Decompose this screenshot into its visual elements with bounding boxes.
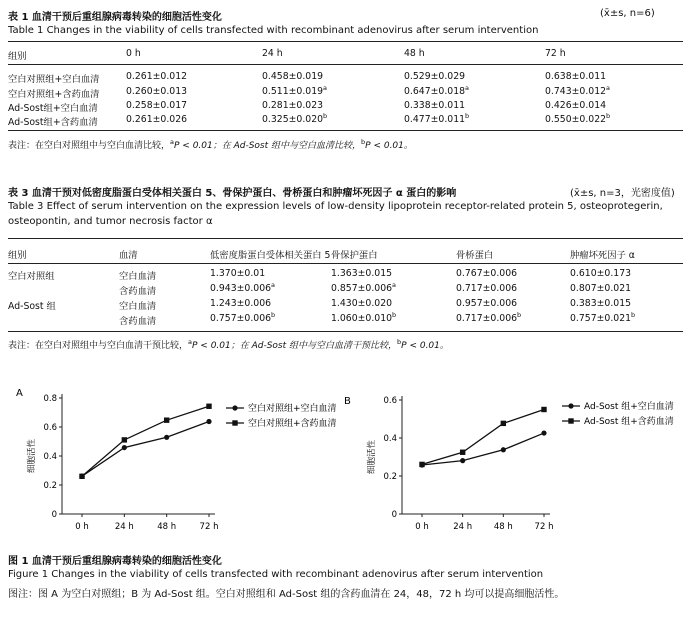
table1-row3-0h-value: 0.261±0.026 <box>126 114 188 125</box>
charta-ytick-label-2: 0.4 <box>43 452 57 462</box>
charta-ytick-label-1: 0.2 <box>43 481 57 491</box>
table1-note-p2: P < 0.01。 <box>365 141 413 151</box>
table1-header-72h: 72 h <box>545 48 566 59</box>
chartb-xtick-label-1: 24 h <box>453 522 473 532</box>
chartb-xtick-label-2: 48 h <box>493 522 513 532</box>
table1-note-p1: P < 0.01；在 Ad-Sost 组中与空白血清比较， <box>174 141 362 151</box>
table3-caption-en-line1: Table 3 Effect of serum intervention on the expression levels of low-density lipoprotein receptor-related protein 5, osteoprotegerin, <box>8 201 663 212</box>
chartb-ytick-label-2: 0.4 <box>383 434 397 444</box>
chartb-legend-1-label: Ad-Sost 组+含药血清 <box>584 417 674 427</box>
table3-row3-opg-value: 1.060±0.010 <box>331 313 393 324</box>
table1-row1-0h-value: 0.260±0.013 <box>126 86 188 97</box>
table3-caption-cn: 表 3 血清干预对低密度脂蛋白受体相关蛋白 5、骨保护蛋白、骨桥蛋白和肿瘤坏死因子 α 蛋白的影响 <box>8 188 457 199</box>
table1-header-48h: 48 h <box>404 48 425 59</box>
table1-row1-72h <box>545 86 610 97</box>
table1-row1-72h-sig: a <box>606 84 611 92</box>
table1-row0-0h <box>126 71 187 82</box>
table3-row0-opn-value: 0.767±0.006 <box>456 268 518 279</box>
table3-row0-serum-value: 空白血清 <box>119 271 157 282</box>
table3-row3-lrp5-sig: b <box>271 311 276 319</box>
table1-row0-48h <box>404 71 465 82</box>
charta-series-1-point-3 <box>206 404 211 409</box>
table3-top-rule <box>8 238 683 239</box>
table3-row0-group <box>8 268 55 282</box>
table3-row1-opn-value: 0.717±0.006 <box>456 283 518 294</box>
table1-row2-48h <box>404 100 465 111</box>
table3-header-serum: 血清 <box>119 250 138 261</box>
charta-ytick-label-0: 0 <box>51 510 57 520</box>
table3-row2-serum-value: 空白血清 <box>119 301 157 312</box>
charta-xtick-label-2: 48 h <box>157 522 177 532</box>
chartb-ylabel: 细胞活性 <box>367 439 377 475</box>
table3-header-group: 组别 <box>8 250 27 261</box>
charta-legend-0-label: 空白对照组+空白血清 <box>248 404 337 414</box>
table3-row3-lrp5 <box>210 313 275 324</box>
table1-bottom-rule <box>8 130 683 131</box>
table3-row3-serum <box>119 313 156 327</box>
table1-row1-24h <box>262 86 327 97</box>
chartb-xtick-label-3: 72 h <box>534 522 554 532</box>
chartb-series-0-point-2 <box>501 447 506 452</box>
chartb-series-0-point-1 <box>460 458 465 463</box>
table3-row0-serum <box>119 268 156 282</box>
table1-header-group: 组别 <box>8 51 27 62</box>
table3-row2-opg-value: 1.430±0.020 <box>331 298 393 309</box>
table1-row1-48h-sig: a <box>465 84 470 92</box>
charta-xtick-label-0: 0 h <box>75 522 89 532</box>
table3-row0-lrp5-value: 1.370±0.01 <box>210 268 266 279</box>
table1-row0-group <box>8 71 99 85</box>
table3-row2-tnf-value: 0.383±0.015 <box>570 298 632 309</box>
figure-caption-cn: 图 1 血清干预后重组腺病毒转染的细胞活性变化 <box>8 556 222 567</box>
table3-row1-opg <box>331 283 396 294</box>
table1-mid-rule <box>8 64 683 65</box>
table1-row0-group-value: 空白对照组+空白血清 <box>8 74 100 85</box>
table1-row2-72h-value: 0.426±0.014 <box>545 100 607 111</box>
table1-row3-72h <box>545 114 610 125</box>
table1-row0-48h-value: 0.529±0.029 <box>404 71 466 82</box>
table3-row1-serum-value: 含药血清 <box>119 286 157 297</box>
table3-row3-tnf-value: 0.757±0.021 <box>570 313 632 324</box>
table1-row2-group-value: Ad-Sost组+空白血清 <box>8 103 98 114</box>
table1-row3-group <box>8 114 98 128</box>
table1-note-pre: 表注：在空白对照组中与空白血清比较， <box>8 141 171 151</box>
table3-row0-opg <box>331 268 392 279</box>
table1-row1-24h-sig: a <box>323 84 328 92</box>
table1-note-sup-a: a <box>170 138 174 146</box>
table3-row2-lrp5 <box>210 298 271 309</box>
chartb-legend-1-marker <box>568 418 573 423</box>
table1-row2-72h <box>545 100 606 111</box>
table3-row3-tnf <box>570 313 635 324</box>
table3-row1-tnf <box>570 283 631 294</box>
table3-row1-opg-value: 0.857±0.006 <box>331 283 393 294</box>
chartb-series-1-line <box>422 410 544 465</box>
table3-row0-tnf-value: 0.610±0.173 <box>570 268 632 279</box>
table3-row1-lrp5-value: 0.943±0.006 <box>210 283 272 294</box>
table1-row3-48h <box>404 114 469 125</box>
chartb-ytick-label-1: 0.2 <box>383 472 397 482</box>
charta-ytick-label-3: 0.6 <box>43 423 57 433</box>
table3-row2-serum <box>119 298 156 312</box>
table3-header-lrp5: 低密度脂蛋白受体相关蛋白 5 <box>210 250 331 261</box>
chartb-legend-0-label: Ad-Sost 组+空白血清 <box>584 402 674 412</box>
charta-ylabel: 细胞活性 <box>27 438 37 474</box>
table3-row1-tnf-value: 0.807±0.021 <box>570 283 632 294</box>
table1-row3-24h <box>262 114 327 125</box>
charta-series-1-line <box>82 406 209 476</box>
table3-caption-en-line2: osteopontin, and tumor necrosis factor α <box>8 216 213 227</box>
charta-xtick-label-3: 72 h <box>199 522 219 532</box>
table1-row3-24h-sig: b <box>323 112 328 120</box>
table1-row0-0h-value: 0.261±0.012 <box>126 71 188 82</box>
table3-row0-opn <box>456 268 517 279</box>
chartb-series-1-point-3 <box>541 407 546 412</box>
table1-row3-0h <box>126 114 187 125</box>
charta-series-1-point-0 <box>79 474 84 479</box>
figure-caption-en: Figure 1 Changes in the viability of cells transfected with recombinant adenovirus after serum intervention <box>8 569 544 580</box>
charta-series-1-point-1 <box>122 437 127 442</box>
figure-caption-note: 图注：图 A 为空白对照组；B 为 Ad-Sost 组。空白对照组和 Ad-Sost 组的含药血清在 24，48，72 h 均可以提高细胞活性。 <box>8 589 565 600</box>
table1-stat-note: (x̄±s, n=6) <box>600 8 655 19</box>
table1-row0-72h <box>545 71 606 82</box>
table3-row3-opg <box>331 313 396 324</box>
table3-row2-group-value: Ad-Sost 组 <box>8 301 56 312</box>
table1-row3-72h-sig: b <box>606 112 611 120</box>
table3-row2-tnf <box>570 298 631 309</box>
table3-row1-lrp5 <box>210 283 275 294</box>
table3-row1-opg-sig: a <box>392 281 397 289</box>
table3-row0-tnf <box>570 268 631 279</box>
table3-header-tnf: 肿瘤坏死因子 α <box>570 250 635 261</box>
table1-header-24h: 24 h <box>262 48 283 59</box>
table1-row2-0h-value: 0.258±0.017 <box>126 100 188 111</box>
table1-note <box>8 138 413 151</box>
table1-row3-72h-value: 0.550±0.022 <box>545 114 607 125</box>
table3-note-p2: P < 0.01。 <box>401 341 449 351</box>
charta-series-1-point-2 <box>164 417 169 422</box>
table3-row3-opn-sig: b <box>517 311 522 319</box>
table1-row1-48h-value: 0.647±0.018 <box>404 86 466 97</box>
table1-row1-72h-value: 0.743±0.012 <box>545 86 607 97</box>
table3-note <box>8 338 449 351</box>
chartb-series-1-point-2 <box>501 421 506 426</box>
table1-row1-group-value: 空白对照组+含药血清 <box>8 89 100 100</box>
table3-header-opn: 骨桥蛋白 <box>456 250 494 261</box>
table3-row2-opg <box>331 298 392 309</box>
table3-row0-opg-value: 1.363±0.015 <box>331 268 393 279</box>
table3-header-opg: 骨保护蛋白 <box>331 250 378 261</box>
table1-row1-group <box>8 86 99 100</box>
table3-row3-serum-value: 含药血清 <box>119 316 157 327</box>
chartb-series-0-point-3 <box>541 430 546 435</box>
table1-row3-group-value: Ad-Sost组+含药血清 <box>8 117 98 128</box>
table3-row0-lrp5 <box>210 268 265 279</box>
table1-row3-48h-sig: b <box>465 112 470 120</box>
charta-series-0-point-2 <box>164 435 169 440</box>
table1-note-sup-b: b <box>361 138 366 146</box>
charta-legend-1-marker <box>232 420 237 425</box>
chartb-legend-0-marker <box>568 403 573 408</box>
table3-row1-opn <box>456 283 517 294</box>
table3-row2-group <box>8 298 56 312</box>
charta-series-0-point-3 <box>206 419 211 424</box>
table1-row1-0h <box>126 86 187 97</box>
table3-row3-opn-value: 0.717±0.006 <box>456 313 518 324</box>
table1-row2-group <box>8 100 98 114</box>
table1-row0-24h-value: 0.458±0.019 <box>262 71 324 82</box>
table3-row2-opn-value: 0.957±0.006 <box>456 298 518 309</box>
table1-row1-48h <box>404 86 469 97</box>
table3-note-sup-b: b <box>397 338 402 346</box>
table1-row1-24h-value: 0.511±0.019 <box>262 86 324 97</box>
table1-row2-48h-value: 0.338±0.011 <box>404 100 466 111</box>
table3-row1-serum <box>119 283 156 297</box>
chartb-series-1-point-0 <box>419 462 424 467</box>
table1-caption-cn: 表 1 血清干预后重组腺病毒转染的细胞活性变化 <box>8 12 222 23</box>
table3-mid-rule <box>8 263 683 264</box>
table1-row2-24h-value: 0.281±0.023 <box>262 100 324 111</box>
charta-panel-label: A <box>16 388 23 399</box>
charta-legend-0-marker <box>232 405 237 410</box>
table1-header-0h: 0 h <box>126 48 141 59</box>
table3-stat-note: (x̄±s, n=3，光密度值) <box>570 188 675 199</box>
charta-xtick-label-1: 24 h <box>114 522 134 532</box>
table3-row3-lrp5-value: 0.757±0.006 <box>210 313 272 324</box>
chartb-ytick-label-3: 0.6 <box>383 396 397 406</box>
table1-row2-0h <box>126 100 187 111</box>
table3-row2-lrp5-value: 1.243±0.006 <box>210 298 272 309</box>
table3-note-pre: 表注：在空白对照组中与空白血清干预比较， <box>8 341 189 351</box>
table1-row0-24h <box>262 71 323 82</box>
table1-row3-48h-value: 0.477±0.011 <box>404 114 466 125</box>
table1-row0-72h-value: 0.638±0.011 <box>545 71 607 82</box>
chartb-ytick-label-0: 0 <box>391 510 397 520</box>
table3-note-sup-a: a <box>188 338 192 346</box>
table3-note-p1: P < 0.01；在 Ad-Sost 组中与空白血清干预比较， <box>192 341 398 351</box>
charta-legend-1-label: 空白对照组+含药血清 <box>248 419 337 429</box>
table1-row2-24h <box>262 100 323 111</box>
table1-caption-en: Table 1 Changes in the viability of cells transfected with recombinant adenovirus after serum intervention <box>8 25 539 36</box>
table3-row3-tnf-sig: b <box>631 311 636 319</box>
table1-top-rule <box>8 41 683 42</box>
table3-row3-opg-sig: b <box>392 311 397 319</box>
chartb-panel-label: B <box>344 396 351 407</box>
chart-b <box>340 378 685 543</box>
charta-ytick-label-4: 0.8 <box>43 394 57 404</box>
table3-row2-opn <box>456 298 517 309</box>
chart-a <box>0 378 345 543</box>
table1-row3-24h-value: 0.325±0.020 <box>262 114 324 125</box>
table3-row1-lrp5-sig: a <box>271 281 276 289</box>
chartb-xtick-label-0: 0 h <box>415 522 429 532</box>
table3-bottom-rule <box>8 331 683 332</box>
chartb-series-1-point-1 <box>460 450 465 455</box>
charta-series-0-point-1 <box>122 445 127 450</box>
table3-row3-opn <box>456 313 521 324</box>
table3-row0-group-value: 空白对照组 <box>8 271 55 282</box>
